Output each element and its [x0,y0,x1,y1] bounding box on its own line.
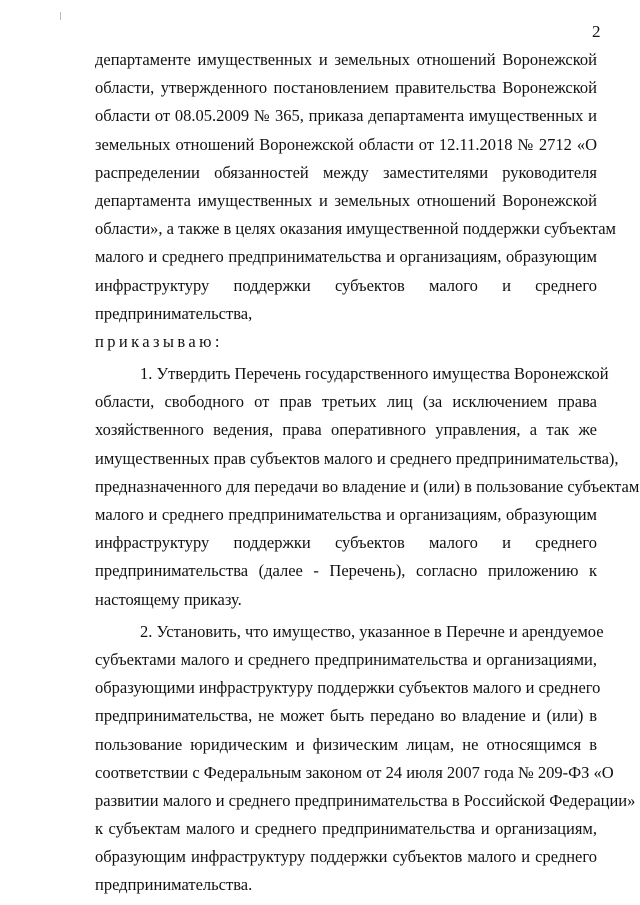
text-line: образующими инфраструктуру поддержки субъектов малого и среднего [95,678,601,698]
text-line: малого и среднего предпринимательства и организациям, образующим [95,505,597,524]
page-number: 2 [592,22,601,41]
text-line: субъектами малого и среднего предпринимательства и организациями, [95,649,597,669]
text-line: распределении обязанностей между заместителями руководителя [95,162,597,182]
text-line: предпринимательства, не может быть передано во владение и (или) в [95,706,597,726]
text-line: хозяйственного ведения, права оперативного управления, а так же [95,420,597,440]
text-line: развитии малого и среднего предпринимательства в Российской Федерации» [95,790,636,810]
text-line: департамента имущественных и земельных отношений Воронежской [95,190,597,210]
text-line: к субъектам малого и среднего предпринимательства и организациям, [95,819,597,839]
text-line: имущественных прав субъектов малого и среднего предпринимательства), [95,448,619,468]
text-line: инфраструктуру поддержки субъектов малого и среднего [95,533,597,553]
text-line: предпринимательства. [95,875,253,895]
document-body [95,46,640,900]
text-line: области, утвержденного постановлением правительства Воронежской [95,78,597,98]
text-line: малого и среднего предпринимательства и организациям, образующим [95,247,597,267]
item-1-paragraph [95,360,640,614]
order-word: приказываю: [95,331,223,351]
text-line: инфраструктуру поддержки субъектов малого и среднего [95,275,597,295]
text-line: образующим инфраструктуру поддержки субъектов малого и среднего [95,847,597,867]
text-line: области от 08.05.2009 № 365, приказа департамента имущественных и [95,106,597,126]
text-line: земельных отношений Воронежской области от 12.11.2018 № 2712 «О [95,134,597,154]
text-line: предпринимательства (далее - Перечень), согласно приложению к [95,561,597,581]
text-line: 2. Установить, что имущество, указанное в Перечне и арендуемое [140,621,604,641]
text-line: 1. Утвердить Перечень государственного имущества Воронежской [140,364,609,384]
scan-mark [60,12,61,20]
text-line: области», а также в целях оказания имущественной поддержки субъектам [95,219,616,239]
text-line: соответствии с Федеральным законом от 24 июля 2007 года № 209-ФЗ «О [95,762,614,782]
text-line: области, свободного от прав третьих лиц (за исключением права [95,392,597,412]
text-line: предпринимательства, [95,303,253,323]
text-line: департаменте имущественных и земельных отношений Воронежской [95,50,597,69]
item-2-paragraph [95,618,636,900]
text-line: пользование юридическим и физическим лицам, не относящимся в [95,734,597,754]
preamble-paragraph [95,46,616,328]
text-line: предназначенного для передачи во владение и (или) в пользование субъектам [95,476,640,496]
text-line: настоящему приказу. [95,589,242,609]
